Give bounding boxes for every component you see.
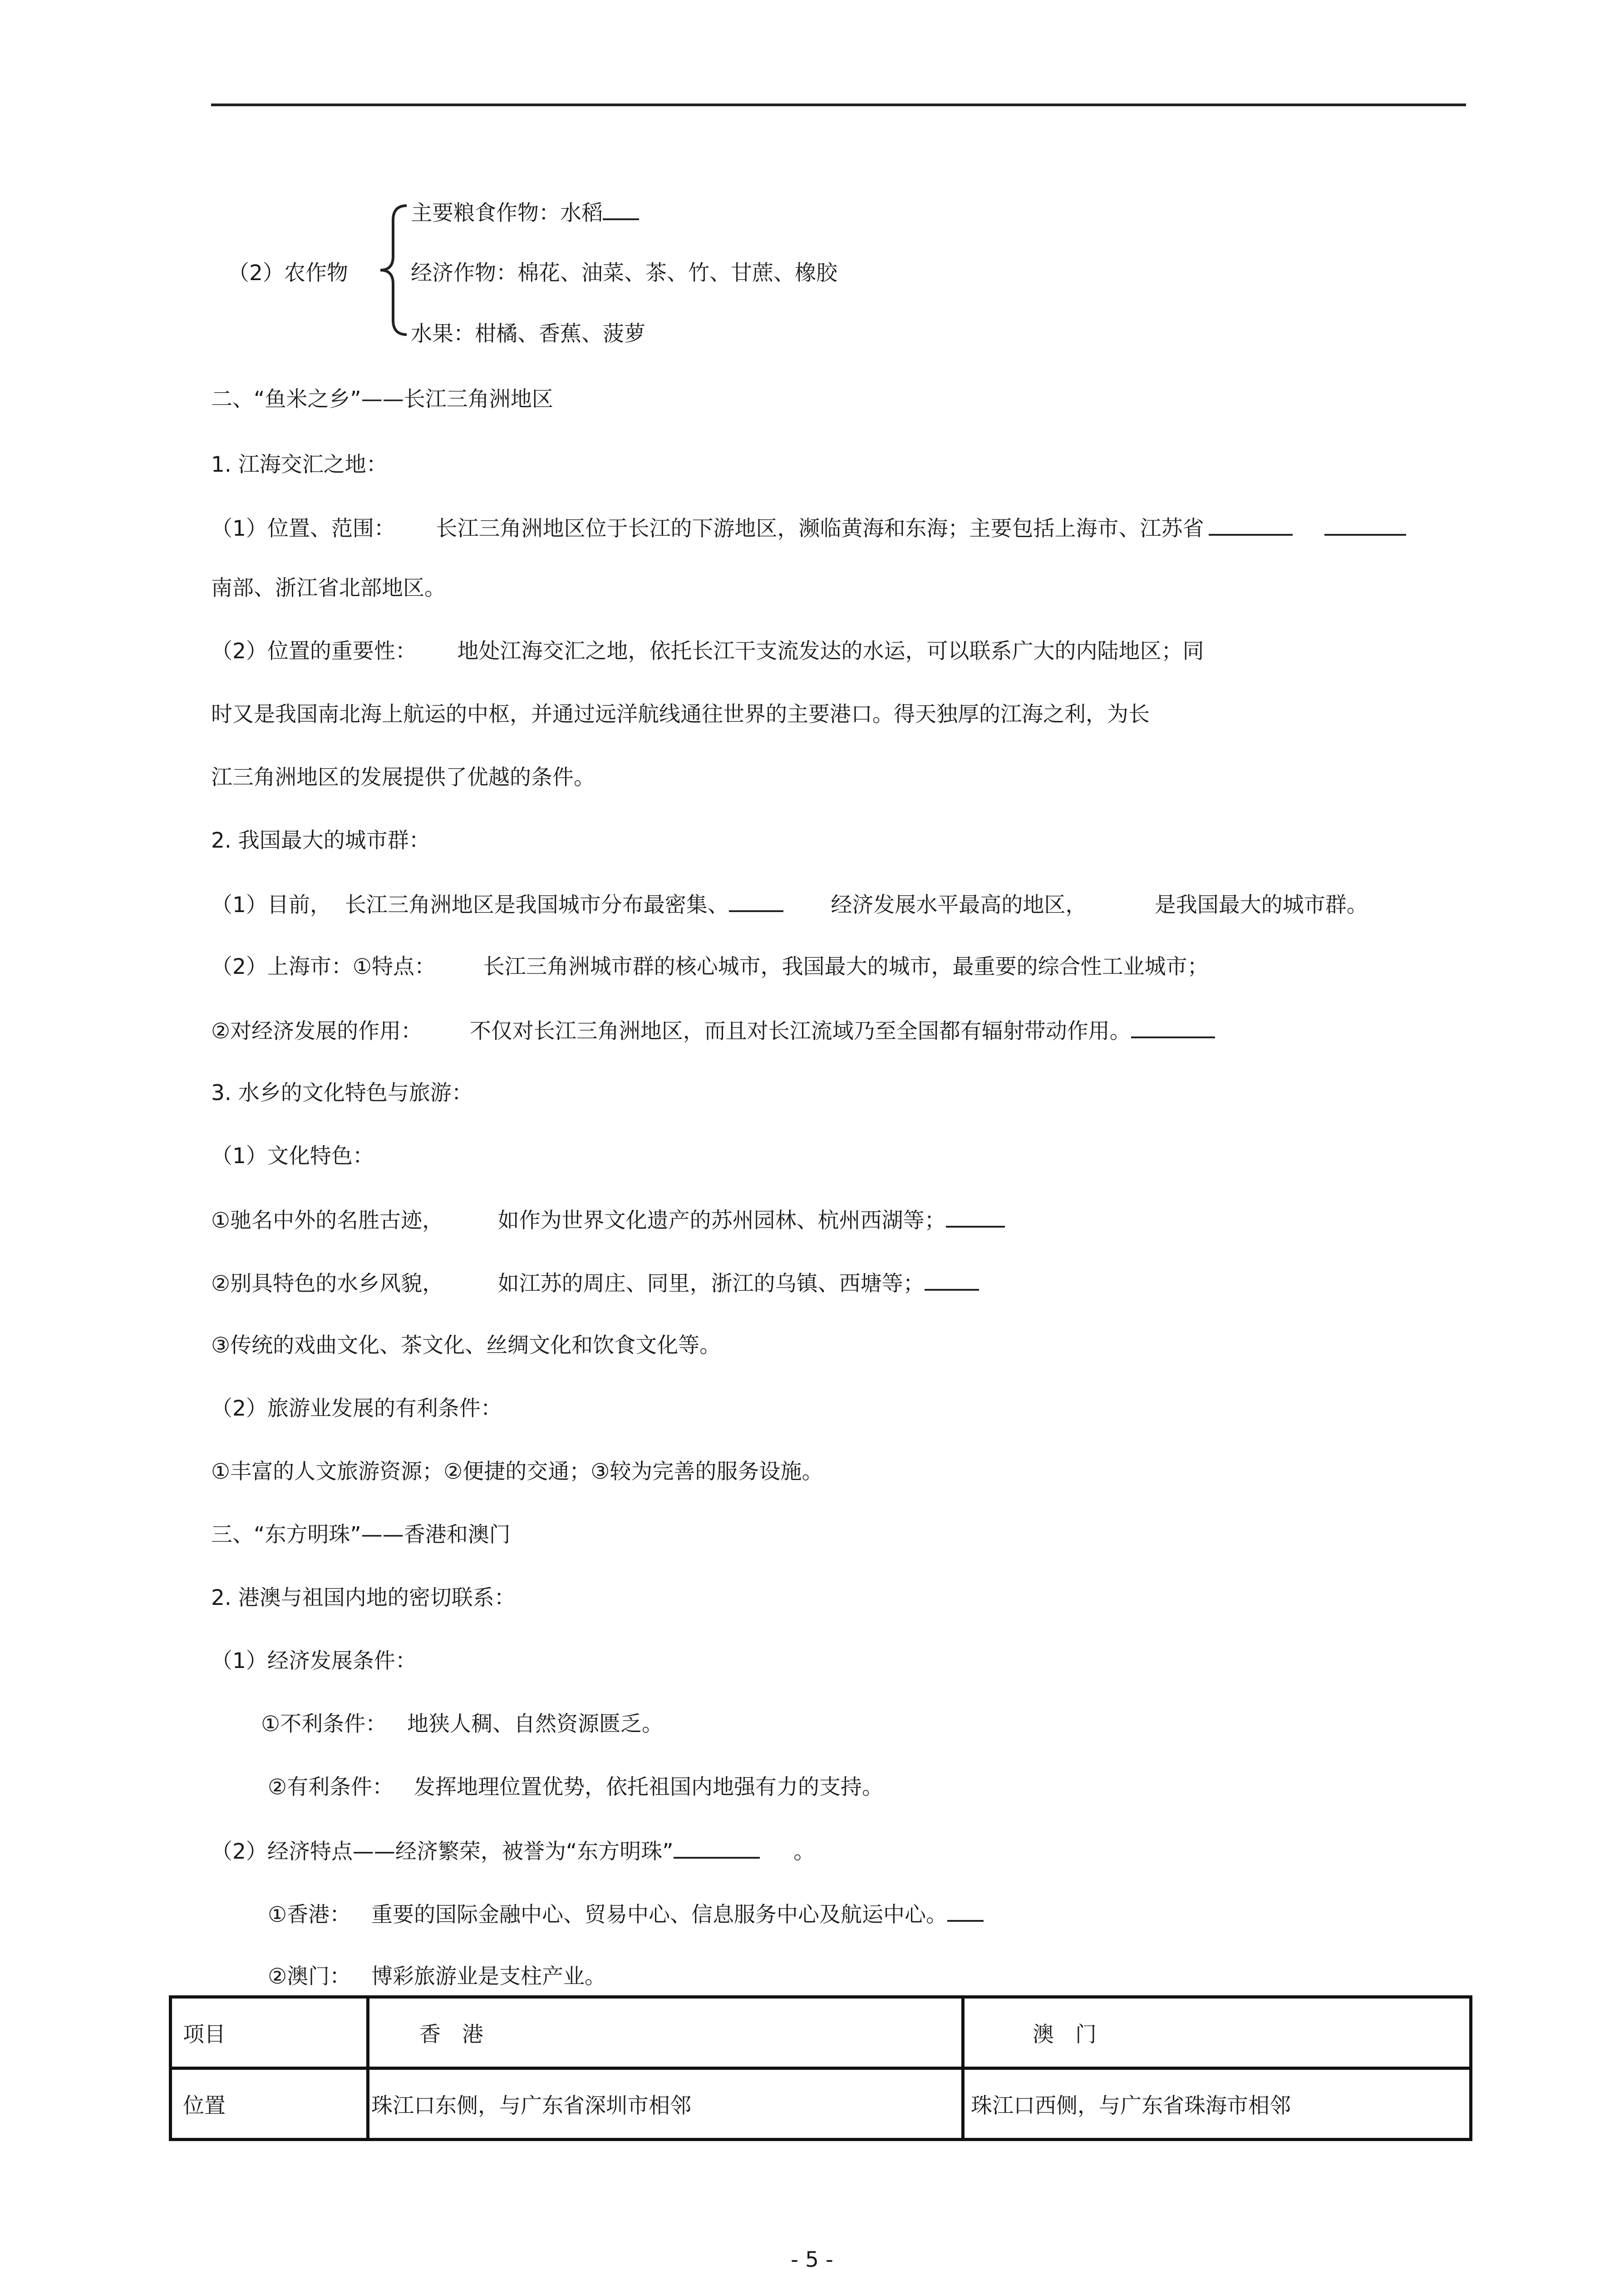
s3-p6: ②澳门： 博彩旅游业是支柱产业。 xyxy=(268,1964,606,1989)
s2-p4: （2）上海市：①特点： 长江三角洲城市群的核心城市，我国最大的城市，最重要的综合性工业城市； xyxy=(211,954,1209,979)
s3-heading-1: 2. 港澳与祖国内地的密切联系： xyxy=(211,1585,516,1610)
crop-item-cash: 经济作物：棉花、油菜、茶、竹、甘蔗、橡胶 xyxy=(411,261,837,286)
crops-label: （2）农作物 xyxy=(228,261,348,286)
s2-heading-1: 1. 江海交汇之地： xyxy=(211,452,388,477)
curly-brace-icon xyxy=(375,202,411,338)
s2-p2-cont: 时又是我国南北海上航运的中枢，并通过远洋航线通往世界的主要港口。得天独厚的江海之利，为长 xyxy=(211,702,1150,727)
s2-p1-cont: 南部、浙江省北部地区。 xyxy=(211,576,446,601)
s3-p5: ①香港： 重要的国际金融中心、贸易中心、信息服务中心及航运中心。 xyxy=(268,1900,984,1929)
s2-p3: （1）目前， 长江三角洲地区是我国城市分布最密集、 经济发展水平最高的地区， 是我国最大的城市群。 xyxy=(211,890,1368,919)
s3-p2: ①不利条件： 地狭人稠、自然资源匮乏。 xyxy=(261,1712,663,1737)
s2-p10: （2）旅游业发展的有利条件： xyxy=(211,1396,502,1421)
crop-item-fruit: 水果：柑橘、香蕉、菠萝 xyxy=(411,321,645,346)
s2-p11: ①丰富的人文旅游资源；②便捷的交通；③较为完善的服务设施。 xyxy=(211,1459,823,1484)
section-3-title: 三、“东方明珠”——香港和澳门 xyxy=(211,1522,511,1547)
header-rule xyxy=(211,104,1466,106)
section-2-title: 二、“鱼米之乡”——长江三角洲地区 xyxy=(211,387,553,412)
s3-p3: ②有利条件： 发挥地理位置优势，依托祖国内地强有力的支持。 xyxy=(268,1775,883,1800)
table-cell: 珠江口西侧，与广东省珠海市相邻 xyxy=(963,2068,1471,2140)
table-row xyxy=(171,2068,1471,2140)
comparison-table xyxy=(169,1995,1472,2141)
table-cell: 位置 xyxy=(171,2068,368,2140)
crop-item-grain: 主要粮食作物：水稻 xyxy=(411,198,639,227)
s2-heading-2: 2. 我国最大的城市群： xyxy=(211,828,430,853)
table-header-cell: 澳 门 xyxy=(963,1997,1471,2068)
s2-p5: ②对经济发展的作用： 不仅对长江三角洲地区，而且对长江流域乃至全国都有辐射带动作用。 xyxy=(211,1017,1215,1045)
s3-p1: （1）经济发展条件： xyxy=(211,1648,417,1673)
page-number: - 5 - xyxy=(791,2247,833,2270)
s2-p1: （1）位置、范围： 长江三角洲地区位于长江的下游地区，濒临黄海和东海；主要包括上海市、江苏省 xyxy=(211,514,1406,543)
s2-heading-3: 3. 水乡的文化特色与旅游： xyxy=(211,1081,473,1105)
s2-p9: ③传统的戏曲文化、茶文化、丝绸文化和饮食文化等。 xyxy=(211,1333,721,1358)
s2-p2-end: 江三角洲地区的发展提供了优越的条件。 xyxy=(211,765,595,790)
table-header-cell: 香 港 xyxy=(368,1997,963,2068)
s3-p4: （2）经济特点——经济繁荣，被誉为“东方明珠” 。 xyxy=(211,1837,815,1865)
table-cell: 珠江口东侧，与广东省深圳市相邻 xyxy=(368,2068,963,2140)
table-header-row xyxy=(171,1997,1471,2068)
s2-p2: （2）位置的重要性： 地处江海交汇之地，依托长江干支流发达的水运，可以联系广大的内陆地区；同 xyxy=(211,639,1204,664)
s2-p6: （1）文化特色： xyxy=(211,1144,374,1169)
table-header-cell: 项目 xyxy=(171,1997,368,2068)
s2-p7: ①驰名中外的名胜古迹， 如作为世界文化遗产的苏州园林、杭州西湖等； xyxy=(211,1206,1005,1234)
s2-p8: ②别具特色的水乡风貌， 如江苏的周庄、同里，浙江的乌镇、西塘等； xyxy=(211,1269,979,1298)
